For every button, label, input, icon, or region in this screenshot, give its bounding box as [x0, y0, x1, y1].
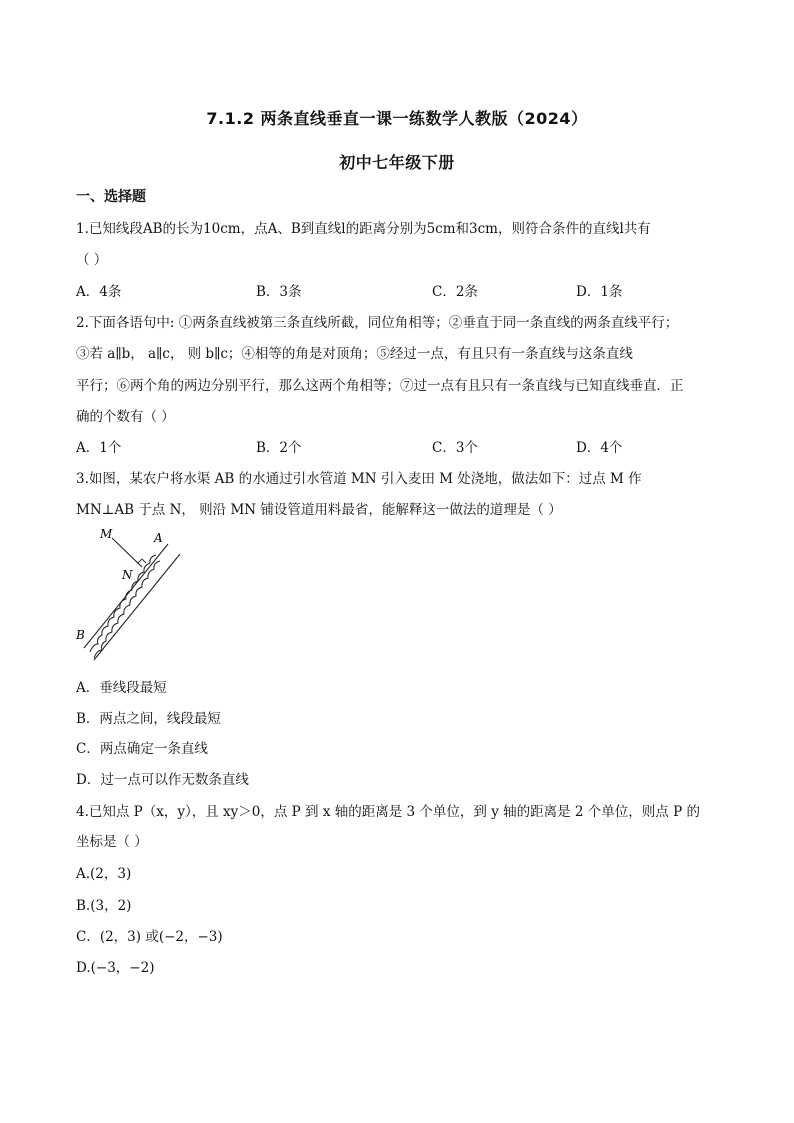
pipe-mn: [112, 538, 142, 567]
canal-bank-lower: [94, 554, 180, 660]
label-n: N: [122, 568, 133, 582]
q1-option-c: C．2条: [432, 284, 478, 300]
q4-option-b: B.(3，2): [76, 898, 132, 914]
label-a: A: [154, 531, 163, 545]
page-subtitle: 初中七年级下册: [339, 153, 455, 172]
q3-option-c: C．两点确定一条直线: [76, 741, 208, 757]
section-heading: 一、选择题: [76, 189, 146, 205]
q4-stem-line2: 坐标是（ ）: [76, 834, 148, 850]
q4-option-c: C．(2，3) 或(−2，−3): [76, 929, 223, 945]
canal-figure: [72, 526, 184, 664]
q3-option-a: A．垂线段最短: [76, 680, 167, 696]
q2-option-b: B．2个: [256, 440, 302, 456]
page-title: 7.1.2 两条直线垂直一课一练数学人教版（2024）: [206, 109, 588, 128]
q3-stem-line2: MN⊥AB 于点 N， 则沿 MN 铺设管道用料最省，能解释这一做法的道理是（ ）: [76, 502, 562, 518]
q4-stem-line1: 4.已知点 P（x，y），且 xy＞0，点 P 到 x 轴的距离是 3 个单位，到 y 轴的距离是 2 个单位，则点 P 的: [76, 804, 700, 820]
q2-option-c: C．3个: [432, 440, 478, 456]
q1-option-d: D．1条: [576, 284, 623, 300]
q3-stem-line1: 3.如图，某农户将水渠 AB 的水通过引水管道 MN 引入麦田 M 处浇地，做法如下：过点 M 作: [76, 471, 642, 487]
q2-option-a: A．1个: [76, 440, 122, 456]
q3-option-b: B．两点之间，线段最短: [76, 711, 221, 727]
right-angle-mark: [138, 559, 146, 563]
q1-stem-line1: 1.已知线段AB的长为10cm，点A、B到直线l的距离分别为5cm和3cm，则符合条件的直线l共有: [76, 221, 651, 237]
q3-option-d: D．过一点可以作无数条直线: [76, 772, 249, 788]
q1-option-b: B．3条: [256, 284, 302, 300]
q4-option-d: D.(−3，−2): [76, 960, 155, 976]
q2-stem-line2: ③若 a∥b， a∥c， 则 b∥c；④相等的角是对顶角；⑤经过一点，有且只有一条直线与这条直线: [76, 346, 633, 362]
q2-stem-line1: 2.下面各语句中: ①两条直线被第三条直线所截，同位角相等；②垂直于同一条直线的两条直线平行；: [76, 315, 679, 331]
label-b: B: [76, 628, 85, 642]
q4-option-a: A.(2，3): [76, 866, 132, 882]
q1-stem-line2: （ ）: [76, 252, 108, 268]
label-m: M: [100, 527, 113, 541]
q1-option-a: A．4条: [76, 284, 122, 300]
q2-option-d: D．4个: [576, 440, 623, 456]
q2-stem-line3: 平行；⑥两个角的两边分别平行，那么这两个角相等；⑦过一点有且只有一条直线与已知直线垂直．正: [76, 378, 684, 394]
q2-stem-line4: 确的个数有（ ）: [76, 409, 175, 425]
